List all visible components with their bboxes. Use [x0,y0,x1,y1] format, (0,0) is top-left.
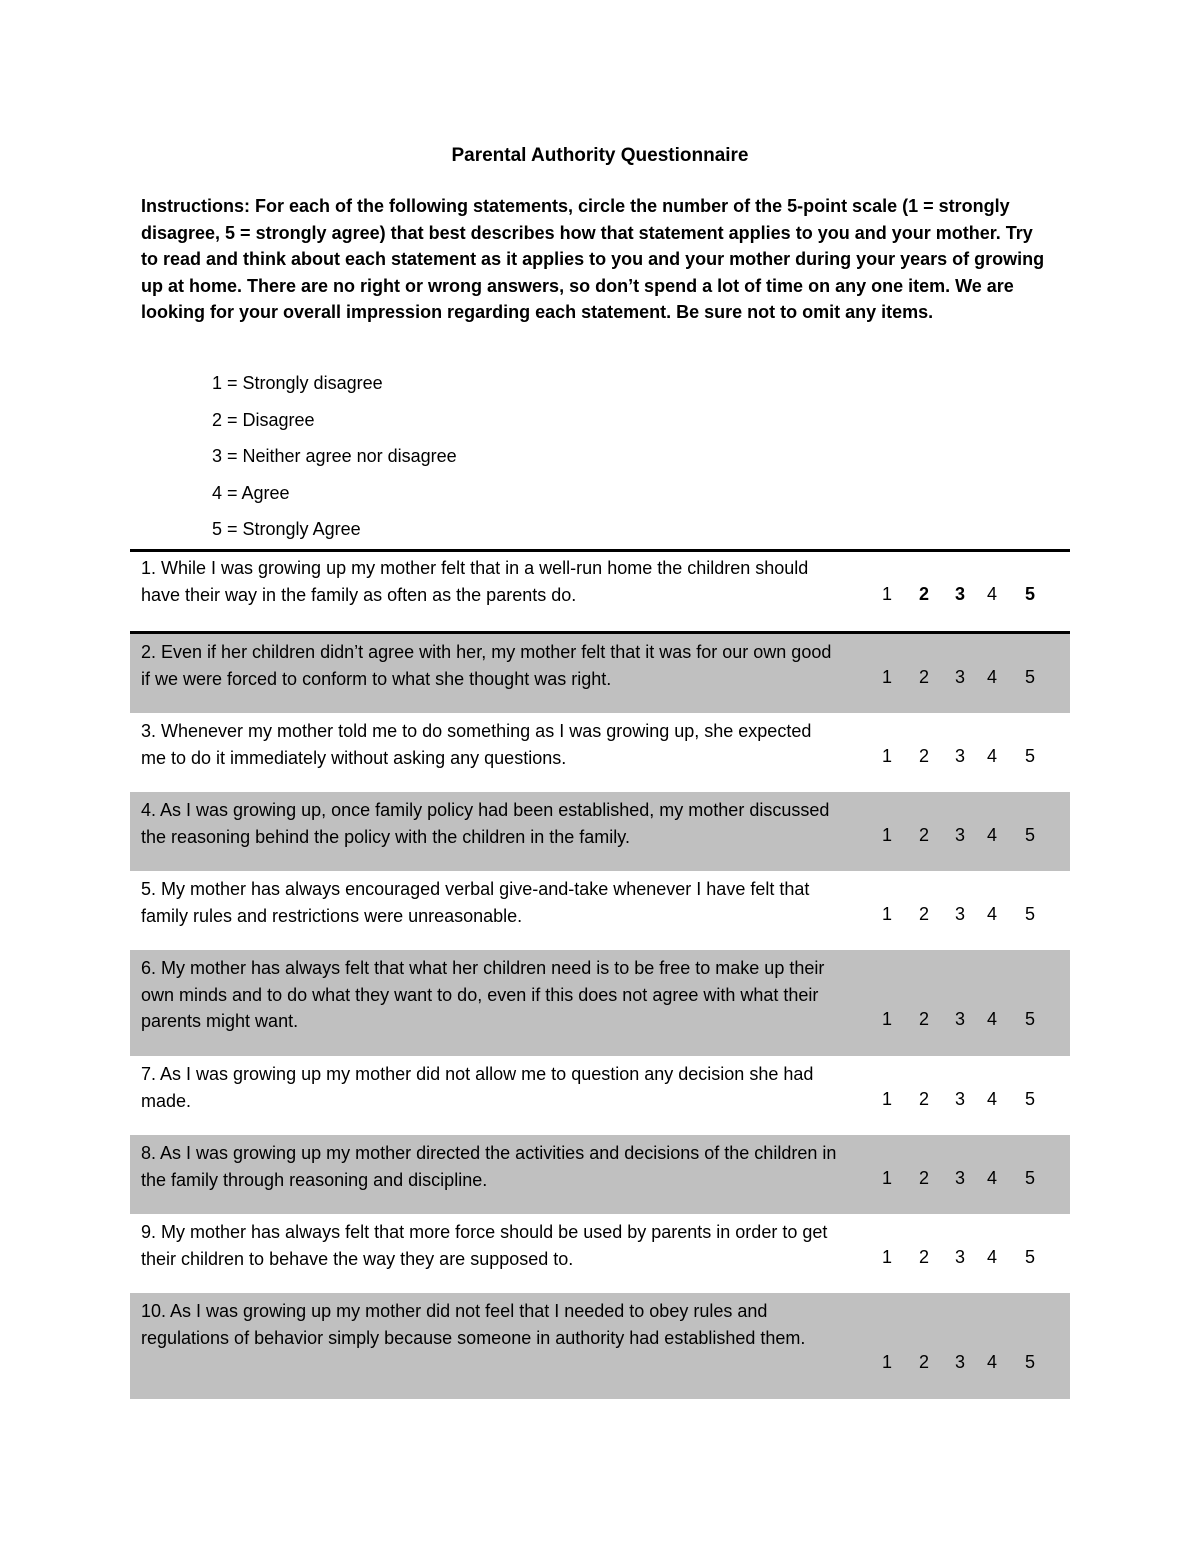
item-statement: 8. As I was growing up my mother directed the activities and decisions of the children in the family through reasoning and discipline. [141,1143,837,1190]
rating-option-4[interactable]: 4 [986,746,997,766]
item-row-2 [130,634,1070,713]
scale-legend-item: 1 = Strongly disagree [212,373,383,393]
rating-option-2[interactable]: 2 [918,1352,929,1372]
item-row-9 [130,1214,1070,1293]
rating-option-4[interactable]: 4 [986,1352,997,1372]
scale-legend-item: 5 = Strongly Agree [212,519,361,539]
rating-option-2[interactable]: 2 [918,1168,929,1188]
rating-option-2[interactable]: 2 [918,904,929,924]
rating-option-4[interactable]: 4 [986,667,997,687]
rating-option-1[interactable]: 1 [881,825,892,845]
item-statement: 1. While I was growing up my mother felt that in a well-run home the children should have their way in the family as often as the parents do. [141,558,809,605]
rating-option-5[interactable]: 5 [1024,667,1035,687]
rating-option-3[interactable]: 3 [954,1168,965,1188]
rating-option-2[interactable]: 2 [918,1009,929,1029]
rating-option-4[interactable]: 4 [986,1089,997,1109]
rating-option-3[interactable]: 3 [954,1089,965,1109]
rating-option-3[interactable]: 3 [954,584,965,604]
rating-option-1[interactable]: 1 [881,667,892,687]
rating-option-5[interactable]: 5 [1024,904,1035,924]
instructions-paragraph: Instructions: For each of the following statements, circle the number of the 5-point scale (1 = strongly disagree, 5 = strongly agree) that best describes how that statement applies to you and your mother. Try to read and think about each statement as it applies to you and your mother during your years of growing up at home. There are no right or wrong answers, so don’t spend a lot of time on any one item. We are looking for your overall impression regarding each statement. Be sure not to omit any items. [141,196,1045,322]
rating-option-5[interactable]: 5 [1024,1089,1035,1109]
rating-option-2[interactable]: 2 [918,584,929,604]
item-statement: 2. Even if her children didn’t agree with her, my mother felt that it was for our own good if we were forced to conform to what she thought was right. [141,642,832,689]
rating-option-4[interactable]: 4 [986,825,997,845]
rating-option-1[interactable]: 1 [881,584,892,604]
rating-option-2[interactable]: 2 [918,825,929,845]
rating-option-5[interactable]: 5 [1024,746,1035,766]
item-row-1 [130,552,1070,631]
rating-option-1[interactable]: 1 [881,1352,892,1372]
item-statement: 7. As I was growing up my mother did not allow me to question any decision she had made. [141,1064,814,1111]
rating-option-4[interactable]: 4 [986,1168,997,1188]
rating-option-5[interactable]: 5 [1024,1352,1035,1372]
item-statement: 10. As I was growing up my mother did not feel that I needed to obey rules and regulations of behavior simply because someone in authority had established them. [141,1301,806,1348]
item-row-8 [130,1135,1070,1214]
item-row-10 [130,1293,1070,1399]
rating-option-3[interactable]: 3 [954,746,965,766]
item-statement: 4. As I was growing up, once family policy had been established, my mother discussed the reasoning behind the policy with the children in the family. [141,800,830,847]
rating-option-1[interactable]: 1 [881,1009,892,1029]
rating-option-3[interactable]: 3 [954,1009,965,1029]
item-statement: 5. My mother has always encouraged verbal give-and-take whenever I have felt that family rules and restrictions were unreasonable. [141,879,810,926]
rating-option-3[interactable]: 3 [954,904,965,924]
rating-option-2[interactable]: 2 [918,1247,929,1267]
rating-option-1[interactable]: 1 [881,746,892,766]
rating-option-2[interactable]: 2 [918,746,929,766]
rating-option-1[interactable]: 1 [881,1247,892,1267]
item-row-4 [130,792,1070,871]
rating-option-3[interactable]: 3 [954,825,965,845]
item-row-6 [130,950,1070,1056]
rating-option-4[interactable]: 4 [986,904,997,924]
rating-option-3[interactable]: 3 [954,1247,965,1267]
rating-option-2[interactable]: 2 [918,667,929,687]
rating-option-5[interactable]: 5 [1024,1168,1035,1188]
item-row-7 [130,1056,1070,1135]
item-statement: 6. My mother has always felt that what her children need is to be free to make up their own minds and to do what they want to do, even if this does not agree with what their parents might want. [141,958,825,1031]
item-row-3 [130,713,1070,792]
rating-option-4[interactable]: 4 [986,1009,997,1029]
rating-option-3[interactable]: 3 [954,667,965,687]
scale-legend-item: 2 = Disagree [212,409,315,430]
rating-option-5[interactable]: 5 [1024,825,1035,845]
rating-option-1[interactable]: 1 [881,1168,892,1188]
rating-option-3[interactable]: 3 [954,1352,965,1372]
rating-option-4[interactable]: 4 [986,584,997,604]
rating-option-5[interactable]: 5 [1024,584,1035,604]
item-statement: 3. Whenever my mother told me to do something as I was growing up, she expected me to do it immediately without asking any questions. [141,721,812,768]
page-title: Parental Authority Questionnaire [451,145,749,166]
rating-option-4[interactable]: 4 [986,1247,997,1267]
rating-option-2[interactable]: 2 [918,1089,929,1109]
rating-option-5[interactable]: 5 [1024,1247,1035,1267]
rating-option-1[interactable]: 1 [881,1089,892,1109]
item-row-5 [130,871,1070,950]
rating-option-1[interactable]: 1 [881,904,892,924]
item-statement: 9. My mother has always felt that more force should be used by parents in order to get their children to behave the way they are supposed to. [141,1222,828,1269]
scale-legend-item: 3 = Neither agree nor disagree [212,446,457,466]
scale-legend-item: 4 = Agree [212,482,290,503]
items-table [130,549,1070,1399]
rating-option-5[interactable]: 5 [1024,1009,1035,1029]
scale-legend [212,370,457,553]
